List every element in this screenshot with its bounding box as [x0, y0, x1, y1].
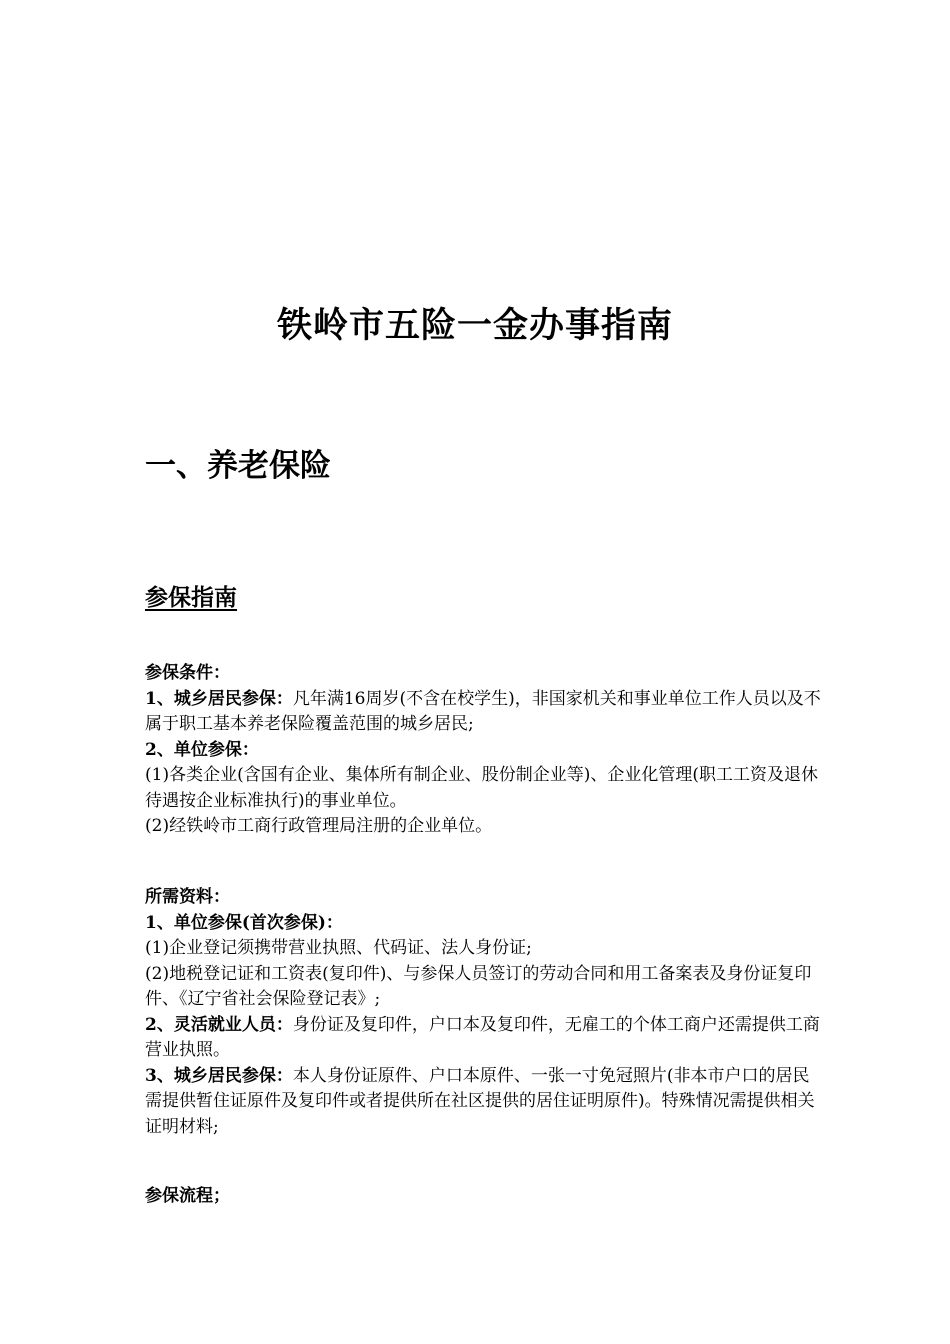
subheading-enrollment-guide: 参保指南: [145, 584, 237, 611]
material-1-label: 1、单位参保(首次参保)：: [145, 912, 343, 933]
condition-1-text: 凡年满16周岁(不含在校学生)，非国家机关和事业单位工作人员以及不属于职工基本养老保险覆盖范围的城乡居民;: [145, 688, 821, 734]
materials-label: 所需资料：: [145, 887, 230, 907]
material-1-sub-1: (1)企业登记须携带营业执照、代码证、法人身份证;: [145, 938, 532, 958]
enrollment-process: [145, 1184, 825, 1210]
document-title: 铁岭市五险一金办事指南: [276, 305, 673, 346]
conditions-label: 参保条件：: [145, 663, 230, 683]
material-3-text: 本人身份证原件、户口本原件、一张一寸免冠照片(非本市户口的居民需提供暂住证原件及复印件或者提供所在社区提供的居住证明原件)。特殊情况需提供相关证明材料;: [145, 1065, 815, 1137]
material-3-label: 3、城乡居民参保：: [145, 1065, 293, 1086]
condition-1-label: 1、城乡居民参保：: [145, 688, 293, 709]
material-2-label: 2、灵活就业人员：: [145, 1014, 293, 1035]
condition-2-sub-2: (2)经铁岭市工商行政管理局注册的企业单位。: [145, 816, 493, 836]
enrollment-conditions: [145, 661, 825, 840]
process-label: 参保流程；: [145, 1186, 230, 1206]
section-heading-pension: 一、养老保险: [145, 448, 331, 484]
condition-2-label: 2、单位参保：: [145, 739, 259, 760]
required-materials: [145, 885, 825, 1140]
material-1-sub-2: (2)地税登记证和工资表(复印件)、与参保人员签订的劳动合同和用工备案表及身份证复印件、《辽宁省社会保险登记表》;: [145, 963, 812, 1009]
material-2-text: 身份证及复印件，户口本及复印件，无雇工的个体工商户还需提供工商营业执照。: [145, 1014, 820, 1060]
condition-2-sub-1: (1)各类企业(含国有企业、集体所有制企业、股份制企业等)、企业化管理(职工工资及退休待遇按企业标准执行)的事业单位。: [145, 765, 818, 811]
